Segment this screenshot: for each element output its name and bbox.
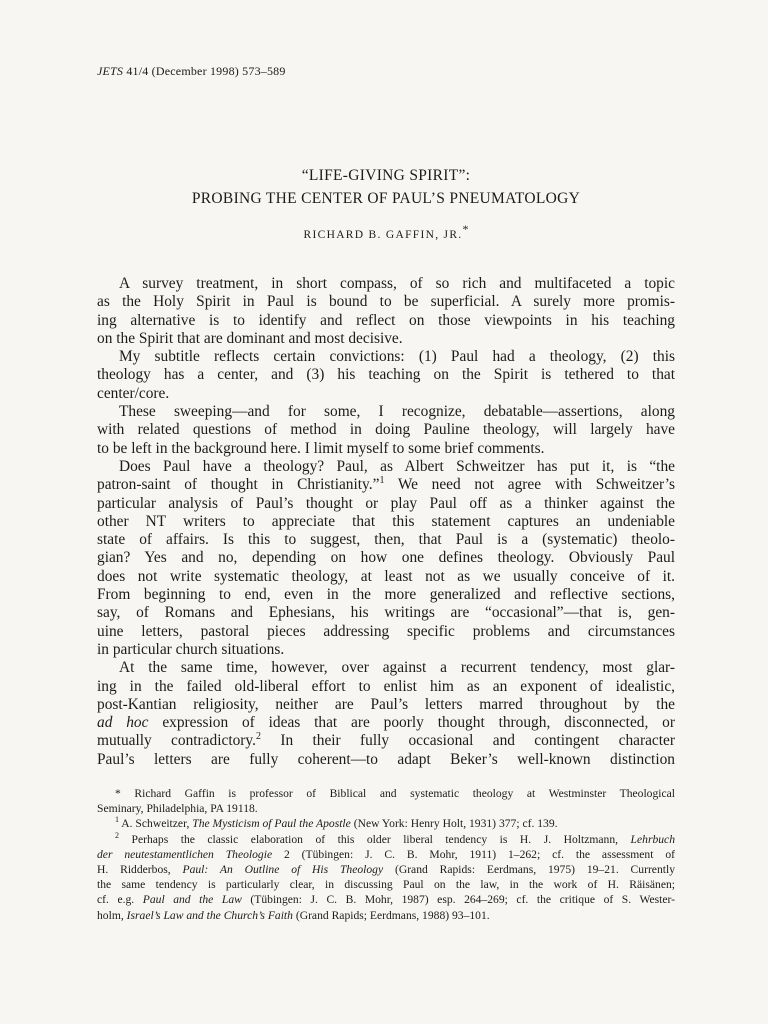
footnotes	[97, 786, 675, 923]
body-line: with related questions of method in doing Pauline theology, will largely have	[97, 421, 675, 439]
footnote-line: holm, Israel’s Law and the Church’s Faith (Grand Rapids; Eerdmans, 1988) 93–101.	[97, 908, 490, 922]
author-name: RICHARD B. GAFFIN, JR.	[303, 228, 463, 241]
journal-citation: 41/4 (December 1998) 573–589	[126, 64, 286, 78]
body-line: My subtitle reflects certain convictions: (1) Paul had a theology, (2) this	[119, 348, 675, 366]
body-line: in particular church situations.	[97, 640, 285, 658]
body-line: to be left in the background here. I limit myself to some brief comments.	[97, 439, 545, 457]
body-line: From beginning to end, even in the more generalized and reflective sections,	[97, 586, 675, 604]
article-title	[97, 164, 675, 210]
footnote-line: H. Ridderbos, Paul: An Outline of His Theology (Grand Rapids: Eerdmans, 1975) 19–21. Currently	[97, 862, 675, 876]
body-line: does not write systematic theology, at least not as we usually conceive of it.	[97, 567, 675, 585]
body-line: mutually contradictory.$^2$ In their fully occasional and contingent character	[97, 732, 675, 750]
title-line-1: “LIFE-GIVING SPIRIT”:	[301, 167, 471, 184]
footnote-line: der neutestamentlichen Theologie 2 (Tübingen: J. C. B. Mohr, 1911) 1–262; cf. the assessment of	[97, 847, 675, 861]
body-line: uine letters, pastoral pieces addressing specific problems and circumstances	[97, 622, 675, 640]
footnote-line: $^1$ A. Schweitzer, The Mysticism of Paul the Apostle (New York: Henry Holt, 1931) 377; cf. 139.	[115, 816, 558, 831]
body-text	[97, 275, 675, 769]
body-line: At the same time, however, over against a recurrent tendency, most glar-	[119, 659, 675, 677]
footnote-ref-2: 2	[255, 732, 261, 743]
footnote-line: Seminary, Philadelphia, PA 19118.	[97, 802, 258, 816]
body-line: other NT writers to appreciate that this statement captures an undeniable	[97, 512, 675, 530]
body-line: say, of Romans and Ephesians, his writings are “occasional”—that is, gen-	[97, 604, 675, 622]
body-line: as the Holy Spirit in Paul is bound to be superficial. A surely more promis-	[97, 293, 675, 311]
body-line: theology has a center, and (3) his teaching on the Spirit is tethered to that	[97, 366, 675, 384]
body-line: on the Spirit that are dominant and most decisive.	[97, 329, 403, 347]
body-line: Paul’s letters are fully coherent—to adapt Beker’s well-known distinction	[97, 750, 675, 768]
body-line: state of affairs. Is this to suggest, then, that Paul is a (systematic) theolo-	[97, 531, 675, 549]
journal-abbrev: JETS	[97, 64, 124, 78]
body-line: These sweeping—and for some, I recognize, debatable—assertions, along	[119, 403, 675, 421]
body-line: particular analysis of Paul’s thought or play Paul off as a thinker against the	[97, 494, 675, 512]
body-line: center/core.	[97, 384, 170, 402]
body-line: ing in the failed old-liberal effort to enlist him as an exponent of idealistic,	[97, 677, 675, 695]
body-line: post-Kantian religiosity, neither are Paul’s letters marred throughout by the	[97, 695, 675, 713]
body-line: ad hoc expression of ideas that are poorly thought through, disconnected, or	[97, 714, 675, 732]
body-line: patron-saint of thought in Christianity.”$^1$ We need not agree with Schweitzer’s	[97, 476, 675, 494]
footnote-line: cf. e.g. Paul and the Law (Tübingen: J. C. B. Mohr, 1987) esp. 264–269; cf. the critique of S. Wester-	[97, 893, 675, 907]
body-line: Does Paul have a theology? Paul, as Albert Schweitzer has put it, is “the	[119, 457, 675, 475]
body-line: A survey treatment, in short compass, of so rich and multifaceted a topic	[119, 275, 675, 292]
title-line-2: PROBING THE CENTER OF PAUL’S PNEUMATOLOGY	[191, 190, 581, 207]
footnote-line: the same tendency is particularly clear, in discussing Paul on the law, in the work of H. Räisänen;	[97, 878, 675, 892]
running-head	[97, 64, 286, 79]
author-byline	[97, 222, 675, 241]
body-line: gian? Yes and no, depending on how one defines theology. Obviously Paul	[97, 549, 675, 567]
footnote-ref-1: 1	[379, 476, 385, 487]
footnote-line: $^2$ Perhaps the classic elaboration of this older liberal tendency is H. J. Holtzmann, Lehrbuch	[115, 831, 675, 846]
footnote-line: * Richard Gaffin is professor of Biblical and systematic theology at Westminster Theological	[115, 787, 675, 800]
body-line: ing alternative is to identify and reflect on those viewpoints in his teaching	[97, 311, 675, 329]
author-footnote-mark: *	[462, 222, 469, 236]
